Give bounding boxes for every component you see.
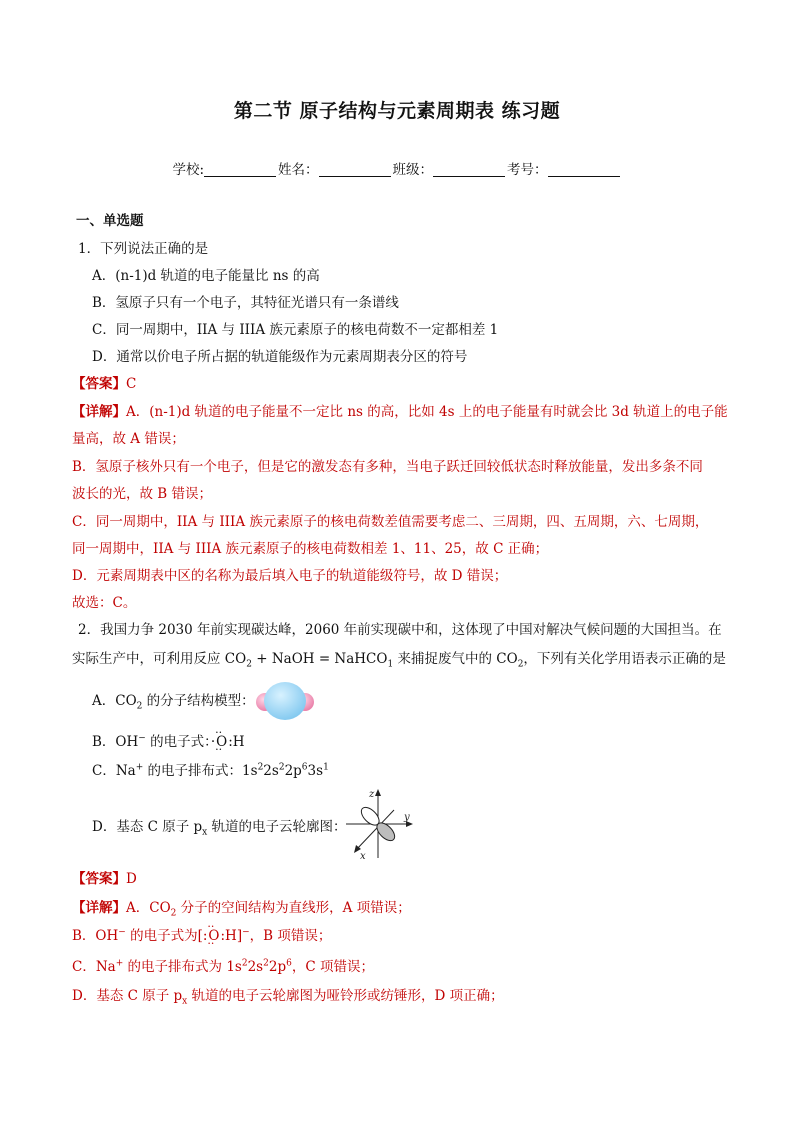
q2-stem-text-b: + NaOH = NaHCO	[251, 651, 388, 667]
q2-option-b-text-b: 的电子式：·	[145, 734, 216, 750]
q2-option-c-text-a: C．Na	[92, 763, 136, 779]
q1-detail-line-5: C．同一周期中，IIA 与 IIIA 族元素原子的核电荷数差值需要考虑二、三周期，四、五周期，六、七周期，	[72, 514, 709, 530]
co2-molecule-model-image	[255, 680, 315, 722]
superscript: 1	[323, 762, 329, 773]
superscript: −	[118, 927, 126, 938]
subscript: 2	[170, 908, 177, 919]
q2-detail-d-text-b: 轨道的电子云轮廓图为哑铃形或纺锤形，D 项正确；	[187, 988, 504, 1004]
q1-stem: 1．下列说法正确的是	[78, 241, 209, 257]
subscript: x	[182, 996, 188, 1007]
exam-number-label: 考号：	[507, 162, 548, 178]
oxygen-symbol: ·· O ··	[215, 733, 228, 751]
y-axis-label: y	[404, 812, 410, 823]
school-label: 学校:	[172, 162, 205, 178]
oxygen-symbol: ·· O ··	[207, 927, 220, 945]
superscript: +	[135, 762, 144, 773]
q2-answer	[72, 870, 137, 888]
q2-detail-b-text-b: 的电子式为[:	[125, 928, 208, 944]
student-info-row	[0, 158, 794, 178]
q2-option-b	[92, 733, 245, 751]
q2-detail-b-text-a: B．OH	[72, 928, 119, 944]
q2-detail-a-text-a: A．CO	[126, 900, 171, 916]
subscript: 2	[246, 659, 252, 670]
q2-option-b-text-a: B．OH	[92, 734, 139, 750]
superscript: 6	[301, 762, 308, 773]
q2-answer-tag: 【答案】	[72, 871, 126, 887]
q2-option-d-text-a: D．基态 C 原子 p	[92, 819, 203, 835]
superscript: 2	[257, 762, 264, 773]
q2-detail-a-text-b: 分子的空间结构为直线形，A 项错误；	[176, 900, 411, 916]
superscript: +	[115, 958, 124, 969]
q1-detail-line-3: B．氢原子核外只有一个电子，但是它的激发态有多种，当电子跃迁回较低状态时释放能量，发出多条不同	[72, 459, 703, 475]
q2-option-d-text-b: 轨道的电子云轮廓图：	[207, 819, 347, 835]
exam-number-blank[interactable]	[548, 162, 620, 177]
name-blank[interactable]	[319, 162, 391, 177]
superscript: 2	[263, 958, 269, 969]
q2-option-c-text-e: 3s	[307, 763, 324, 779]
q2-option-b-text-d: :H	[228, 734, 245, 750]
q2-answer-value: D	[126, 871, 137, 887]
q1-detail-line-8: 故选：C。	[72, 595, 137, 611]
q2-detail-c-text-b: 的电子排布式为 1s	[123, 959, 242, 975]
subscript: 1	[387, 659, 394, 670]
q2-stem-text-a: 实际生产中，可利用反应 CO	[72, 651, 247, 667]
q2-option-a-text-a: A．CO	[92, 693, 137, 709]
school-blank[interactable]	[204, 162, 276, 177]
q2-option-c-text-b: 的电子排布式：1s	[143, 763, 258, 779]
q2-option-c-text-d: 2p	[284, 763, 302, 779]
q1-detail-line-7: D．元素周期表中区的名称为最后填入电子的轨道能级符号，故 D 错误；	[72, 568, 508, 584]
name-label: 姓名：	[278, 162, 319, 178]
q1-option-b: B．氢原子只有一个电子，其特征光谱只有一条谱线	[92, 295, 399, 311]
q1-answer	[72, 375, 136, 393]
q2-option-a-text-b: 的分子结构模型：	[142, 693, 255, 709]
superscript: 2	[278, 762, 285, 773]
page-title: 第二节 原子结构与元素周期表 练习题	[233, 100, 561, 122]
z-axis-label: z	[369, 789, 375, 800]
q2-detail-line-b	[72, 927, 331, 945]
q2-detail-b-text-e: ，B 项错误；	[249, 928, 332, 944]
x-axis-label: x	[360, 851, 366, 862]
superscript: −	[242, 927, 250, 938]
q1-answer-value: C	[126, 376, 137, 392]
q2-detail-c-text-a: C．Na	[72, 959, 116, 975]
q1-option-a: A．(n-1)d 轨道的电子能量比 ns 的高	[92, 268, 320, 284]
q2-option-c-text-c: 2s	[263, 763, 279, 779]
q2-detail-c-text-d: 2p	[268, 959, 287, 975]
class-label: 班级：	[392, 162, 434, 178]
q2-option-a	[92, 692, 255, 710]
q2-detail-line-c	[72, 958, 374, 976]
q2-stem-line-1: 2．我国力争 2030 年前实现碳达峰，2060 年前实现碳中和，这体现了中国对解决气候问题的大国担当。在	[78, 622, 722, 638]
section-heading: 一、单选题	[76, 213, 144, 229]
q1-detail-line-4: 波长的光，故 B 错误；	[72, 486, 213, 502]
q2-detail-line-a	[72, 899, 411, 917]
q2-detail-d-text-a: D．基态 C 原子 p	[72, 988, 183, 1004]
q1-detail-tag: 【详解】	[72, 404, 126, 420]
q1-detail-line-1	[72, 403, 728, 421]
q1-detail-line-2: 量高，故 A 错误；	[72, 431, 185, 447]
q2-detail-line-d	[72, 987, 504, 1005]
q1-option-c: C．同一周期中，IIA 与 IIIA 族元素原子的核电荷数不一定都相差 1	[92, 322, 499, 338]
q2-option-c	[92, 762, 329, 780]
q2-detail-c-text-e: ，C 项错误；	[291, 959, 374, 975]
q2-detail-tag: 【详解】	[72, 900, 126, 916]
q1-detail-line-6: 同一周期中，IIA 与 IIIA 族元素原子的核电荷数相差 1、11、25，故 C 正确；	[72, 541, 549, 557]
superscript: 6	[286, 958, 292, 969]
q2-detail-c-text-c: 2s	[247, 959, 264, 975]
q2-detail-b-text-d: :H]	[220, 928, 243, 944]
superscript: 2	[241, 958, 248, 969]
q2-stem-line-2	[72, 650, 726, 668]
subscript: 2	[517, 659, 524, 670]
subscript: 2	[136, 701, 143, 712]
q2-stem-text-c: 来捕捉废气中的 CO	[393, 651, 518, 667]
q2-option-d	[92, 818, 347, 836]
p-orbital-diagram	[342, 786, 420, 862]
class-blank[interactable]	[433, 162, 505, 177]
q1-answer-tag: 【答案】	[72, 376, 126, 392]
q1-detail-text-1: A．(n-1)d 轨道的电子能量不一定比 ns 的高，比如 4s 上的电子能量有时就会比 3d 轨道上的电子能	[126, 404, 728, 420]
q1-option-d: D．通常以价电子所占据的轨道能级作为元素周期表分区的符号	[92, 349, 468, 365]
q2-stem-text-d: ，下列有关化学用语表示正确的是	[523, 651, 726, 667]
subscript: x	[202, 827, 208, 838]
superscript: −	[138, 733, 146, 744]
